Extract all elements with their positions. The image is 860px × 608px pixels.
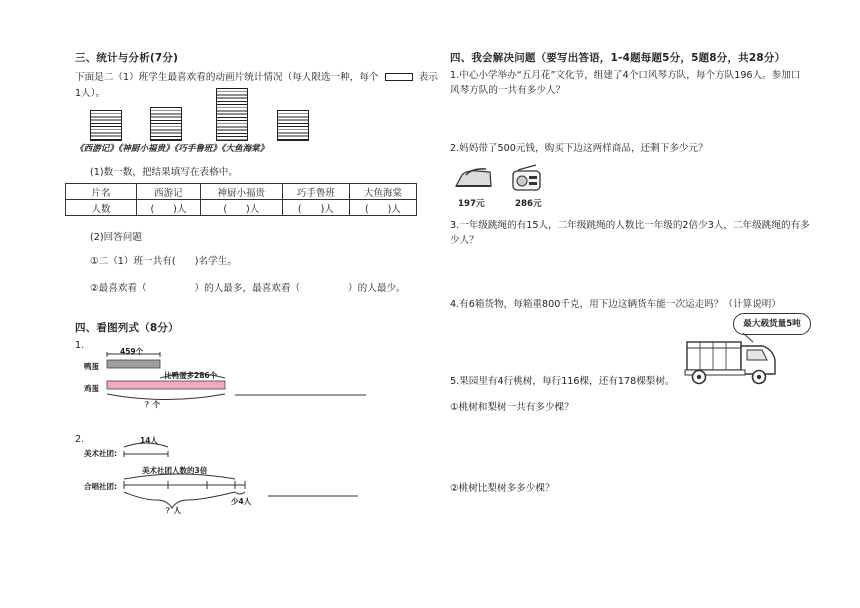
problem-r2: 2.妈妈带了500元钱，购买下边这两样商品，还剩下多少元？ [450, 143, 708, 154]
art-club-label: 美术社团: [84, 449, 117, 458]
top-value-label: 459个 [120, 347, 144, 356]
problem-r3-line2: 少人？ [450, 235, 479, 246]
intro-text-a: 下面是二（1）班学生最喜欢看的动画片统计情况（每人限选一种，每个 [75, 72, 379, 83]
section3-title: 三、统计与分析(7分) [75, 52, 179, 64]
table-header-cell: 西游记 [137, 184, 201, 200]
iron-icon [452, 166, 494, 192]
bar-xiyouji [90, 110, 122, 141]
bar-label-1: 《西游记》 [75, 144, 118, 154]
unit-bar-icon [385, 73, 413, 81]
less-label: 少4人 [231, 497, 252, 506]
choir-club-label: 合唱社团: [84, 482, 117, 491]
table-row-label: 人数 [66, 200, 137, 216]
bar-label-2: 《神厨小福贵》 [117, 144, 174, 154]
iron-price: 197元 [458, 199, 485, 209]
question-1: (1)数一数，把结果填写在表格中。 [90, 167, 238, 178]
section4-title: 四、看图列式（8分） [75, 322, 179, 334]
problem-r5-2: ②桃树比梨树多多少棵？ [450, 483, 555, 494]
truck-icon [683, 330, 781, 388]
bar-shenchu [150, 107, 182, 141]
radio-price: 286元 [515, 199, 542, 209]
question-people-label: ？人 [166, 506, 181, 515]
club-diagram [80, 438, 370, 520]
problem-r1-line2: 风琴方队的一共有多少人？ [450, 85, 566, 96]
chicken-egg-label: 鸡蛋 [84, 384, 99, 393]
table-header-cell: 神厨小福贵 [200, 184, 282, 200]
stat-table [65, 183, 417, 216]
problem-r3-line1: 3.一年级跳绳的有15人，二年级跳绳的人数比一年级的2倍少3人，二年级跳绳的有多 [450, 220, 810, 231]
bar-label-3: 《巧手鲁班》 [173, 144, 222, 154]
duck-egg-label: 鸭蛋 [84, 362, 99, 371]
answer-cell[interactable]: ( )人 [349, 200, 416, 216]
question-mark-label: ？个 [145, 400, 160, 409]
problem-r1-line1: 1.中心小学举办“五月花”文化节，组建了4个口风琴方队，每个方队196人。参加口 [450, 70, 801, 81]
intro-text-b: 表示 [418, 72, 438, 83]
answer-cell[interactable]: ( )人 [282, 200, 349, 216]
intro-text-c: 1人）。 [75, 88, 106, 99]
right-section-title: 四、我会解决问题（要写出答语，1-4题每题5分，5题8分，共28分） [450, 52, 786, 64]
table-row [66, 200, 417, 216]
table-header-cell: 片名 [66, 184, 137, 200]
table-header-row [66, 184, 417, 200]
table-header-cell: 巧手鲁班 [282, 184, 349, 200]
problem-2-number: 2. [75, 434, 85, 445]
art-value-label: 14人 [140, 436, 158, 445]
pictograph [90, 88, 320, 141]
bar-qiaoshou [216, 88, 248, 141]
answer-cell[interactable]: ( )人 [137, 200, 201, 216]
question-2-2: ②最喜欢看（ ）的人最多，最喜欢看（ ）的人最少。 [90, 283, 406, 294]
radio-icon [510, 163, 544, 193]
difference-label: 比鸭蛋多286个 [164, 371, 218, 380]
times-label: 美术社团人数的3倍 [142, 466, 208, 475]
bar-label-4: 《大鱼海棠》 [221, 144, 269, 154]
truck-capacity-bubble: 最大载货量5吨 [733, 313, 811, 335]
problem-r5: 5.果园里有4行桃树，每行116棵，还有178棵梨树。 [450, 376, 675, 387]
table-header-cell: 大鱼海棠 [349, 184, 416, 200]
bar-dayu [277, 110, 309, 141]
question-2: (2)回答问题 [90, 232, 142, 243]
problem-r4: 4.有6箱货物，每箱重800千克，用下边这辆货车能一次运走吗？（计算说明） [450, 299, 781, 310]
question-2-1: ①二（1）班一共有( )名学生。 [90, 256, 237, 267]
bar-labels [75, 142, 268, 154]
answer-cell[interactable]: ( )人 [200, 200, 282, 216]
problem-1-number: 1. [75, 340, 85, 351]
section3-intro [75, 70, 438, 85]
problem-r5-1: ①桃树和梨树一共有多少棵？ [450, 402, 574, 413]
